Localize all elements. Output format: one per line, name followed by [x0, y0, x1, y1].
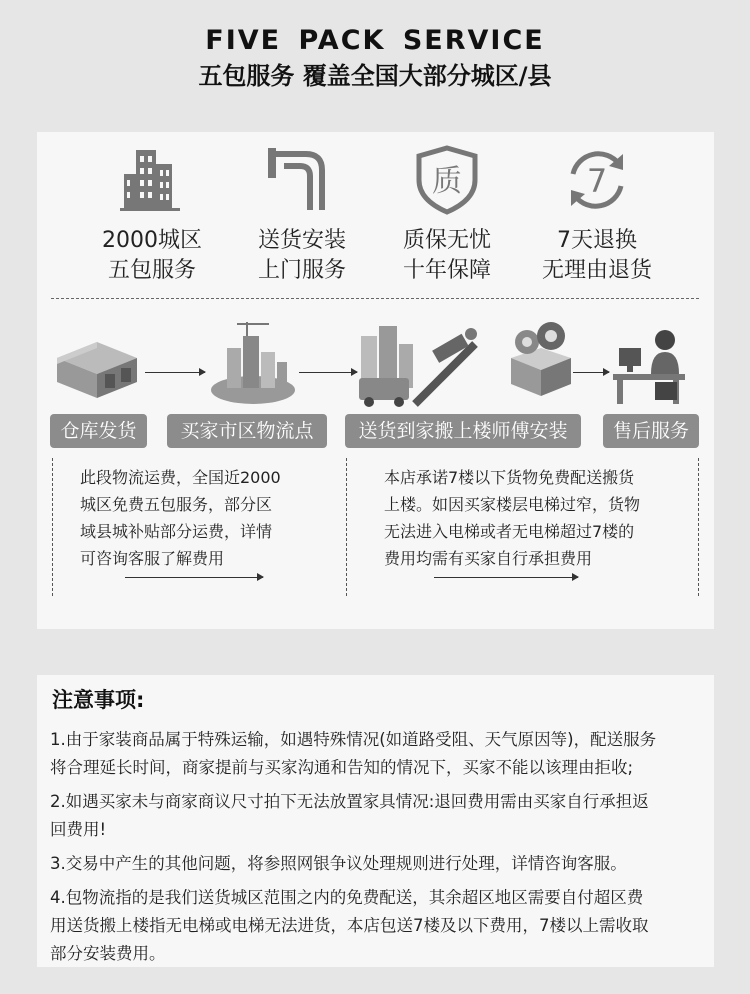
dashed-vline-1 — [52, 458, 53, 596]
desc-left-arrow — [125, 577, 263, 578]
feature-quality-line2: 十年保障 — [402, 258, 491, 283]
notes-panel — [37, 675, 714, 967]
desc-right-line: 费用均需有买家自行承担费用 — [384, 549, 593, 568]
seven-day-return-icon — [561, 144, 633, 216]
step-label-city-logistics: 买家市区物流点 — [167, 414, 327, 448]
step-label-after-sales: 售后服务 — [603, 414, 699, 448]
city-logistics-icon — [207, 318, 299, 410]
note-line: 2.如遇买家未与商家商议尺寸拍下无法放置家具情况:退回费用需由买家自行承担返 — [50, 792, 649, 811]
feature-city-line2: 五包服务 — [107, 258, 196, 283]
quality-shield-icon — [411, 144, 483, 216]
return-char: 7 — [586, 162, 608, 200]
desc-right-line: 上楼。如因买家楼层电梯过窄，货物 — [384, 495, 641, 514]
customer-service-icon — [611, 318, 691, 408]
process-arrow-1 — [145, 372, 205, 373]
warehouse-icon — [51, 318, 141, 403]
desc-left — [80, 464, 340, 572]
title-chinese: 五包服务 覆盖全国大部分城区/县 — [198, 62, 552, 90]
feature-city-line1: 2000城区 — [102, 228, 202, 253]
desc-right-line: 无法进入电梯或者无电梯超过7楼的 — [384, 522, 635, 541]
feature-city — [77, 144, 227, 286]
title-english: FIVE PACK SERVICE — [205, 25, 545, 56]
note-line: 4.包物流指的是我们送货城区范围之内的免费配送，其余超区地区需要自付超区费 — [50, 888, 644, 907]
desc-left-line: 城区免费五包服务，部分区 — [80, 495, 273, 514]
feature-return-line2: 无理由退货 — [541, 258, 652, 283]
buildings-icon — [116, 144, 188, 216]
desc-left-line: 可咨询客服了解费用 — [80, 549, 225, 568]
feature-delivery — [227, 144, 377, 286]
pipe-install-icon — [266, 144, 338, 216]
note-item — [50, 788, 715, 844]
parts-box-icon — [503, 318, 577, 398]
feature-quality-line1: 质保无忧 — [402, 228, 491, 253]
note-line: 3.交易中产生的其他问题，将参照网银争议处理规则进行处理，详情咨询客服。 — [50, 854, 627, 873]
process-arrow-3 — [573, 372, 609, 373]
feature-return — [522, 144, 672, 286]
page-header — [0, 24, 750, 92]
shield-char: 质 — [432, 164, 462, 199]
note-line: 用送货搬上楼指无电梯或电梯无法进货，本店包送7楼及以下费用，7楼以上需收取 — [50, 916, 649, 935]
process-row — [37, 308, 714, 428]
dashed-vline-2 — [346, 458, 347, 596]
note-item — [50, 850, 715, 878]
desc-left-line: 域县城补贴部分运费，详情 — [80, 522, 273, 541]
note-line: 部分安装费用。 — [50, 944, 166, 963]
feature-quality — [372, 144, 522, 286]
dashed-vline-3 — [698, 458, 699, 596]
desc-right-arrow — [434, 577, 578, 578]
note-line: 将合理延长时间，商家提前与买家沟通和告知的情况下，买家不能以该理由拒收; — [50, 758, 634, 777]
service-panel — [37, 132, 714, 629]
step-label-delivery-install: 送货到家搬上楼师傅安装 — [345, 414, 581, 448]
note-item — [50, 726, 715, 782]
desc-right-line: 本店承诺7楼以下货物免费配送搬货 — [384, 468, 635, 487]
feature-return-line1: 7天退换 — [557, 228, 637, 253]
feature-row — [37, 144, 714, 294]
delivery-install-icon — [349, 318, 481, 410]
feature-delivery-line2: 上门服务 — [257, 258, 346, 283]
step-label-warehouse: 仓库发货 — [50, 414, 147, 448]
desc-left-line: 此段物流运费，全国近2000 — [80, 468, 281, 487]
feature-delivery-line1: 送货安装 — [257, 228, 346, 253]
dashed-divider — [51, 298, 699, 299]
notes-list — [50, 726, 715, 974]
note-item — [50, 884, 715, 968]
notes-title: 注意事项: — [52, 688, 145, 712]
note-line: 1.由于家装商品属于特殊运输，如遇特殊情况(如道路受阻、天气原因等)，配送服务 — [50, 730, 657, 749]
note-line: 回费用! — [50, 820, 107, 839]
desc-right — [384, 464, 684, 572]
